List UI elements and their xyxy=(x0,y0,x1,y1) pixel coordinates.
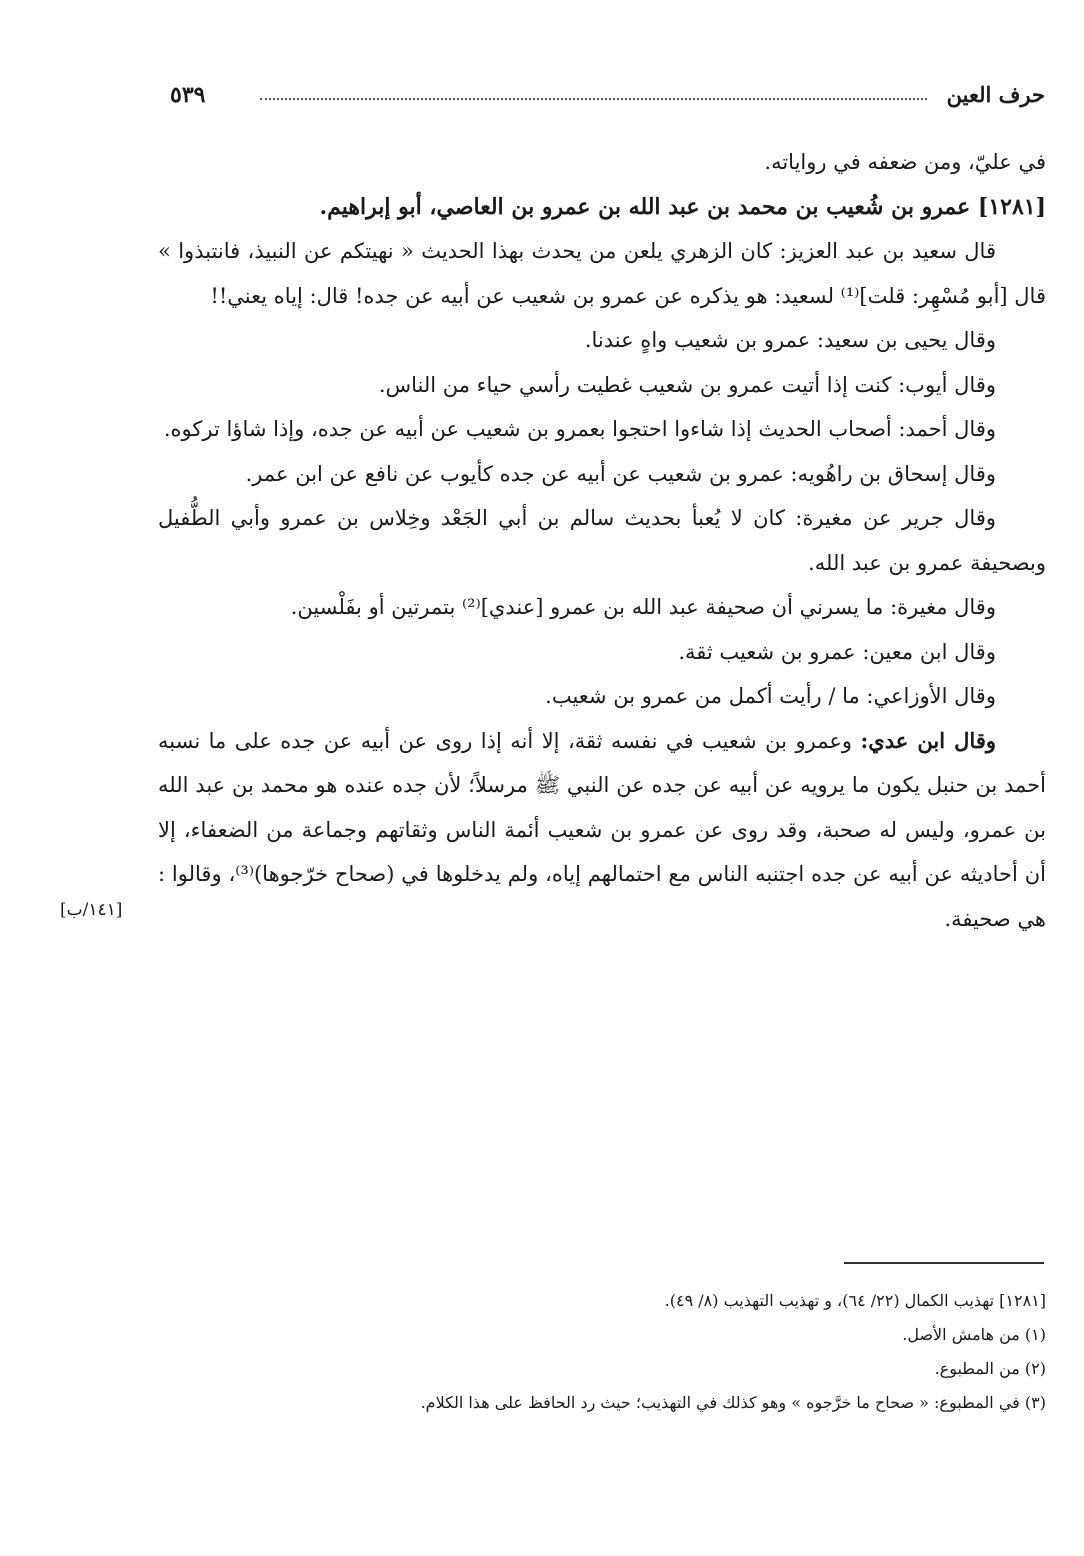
paragraph: في عليّ، ومن ضعفه في رواياته. xyxy=(764,150,1046,174)
header-rule xyxy=(260,98,927,100)
footnote: (١) من هامش الأصل. xyxy=(902,1325,1046,1344)
page-header xyxy=(170,82,1045,122)
paragraph: وقال الأوزاعي: ما / رأيت أكمل من عمرو بن شعيب. xyxy=(545,684,996,708)
paragraph: وقال يحيى بن سعيد: عمرو بن شعيب واهٍ عندنا. xyxy=(584,328,996,352)
running-title: حرف العين xyxy=(946,82,1045,107)
paragraph: وقال أحمد: أصحاب الحديث إذا شاءوا احتجوا بعمرو بن شعيب عن أبيه عن جده، وإذا شاؤا تركوه. xyxy=(163,417,996,441)
entry-heading: [١٢٨١] عمرو بن شُعيب بن محمد بن عبد الله بن عمرو بن العاصي، أبو إبراهيم. xyxy=(319,193,1046,220)
paragraph: وقال جرير عن مغيرة: كان لا يُعبأ بحديث سالم بن أبي الجَعْد وخِلاس بن عمرو وأبي الطُّفيل وبصحيفة عمرو بن عبد الله. xyxy=(158,506,1046,575)
bold-lead: وقال ابن عدي: xyxy=(860,727,996,753)
footnote-rule xyxy=(844,1262,1044,1264)
paragraph: وقال إسحاق بن راهُويه: عمرو بن شعيب عن أبيه عن جده كأيوب عن نافع عن ابن عمر. xyxy=(245,461,996,486)
body-text xyxy=(158,140,1046,941)
footnotes xyxy=(158,1284,1046,1420)
footnote: [١٢٨١] تهذيب الكمال (٢٢/ ٦٤)، و تهذيب التهذيب (٨/ ٤٩). xyxy=(664,1291,1046,1310)
footnote: (٣) في المطبوع: « صحاح ما خرَّجوه » وهو كذلك في التهذيب؛ حيث رد الحافظ على هذا الكلام. xyxy=(420,1393,1046,1412)
paragraph xyxy=(158,719,1046,942)
paragraph: وقال مغيرة: ما يسرني أن صحيفة عبد الله بن عمرو [عندي]⁽²⁾ بتمرتين أو بفَلْسين. xyxy=(290,595,996,619)
footnote: (٢) من المطبوع. xyxy=(934,1359,1046,1378)
paragraph: قال سعيد بن عبد العزيز: كان الزهري يلعن من يحدث بهذا الحديث « نهيتكم عن النبيذ، فانتبذوا » قال [أبو مُسْهِر: قلت]⁽¹⁾ لسعيد: هو يذكره عن عمرو بن شعيب عن أبيه عن جده! قال: إياه يعني!! xyxy=(158,239,1046,308)
paragraph-text: وعمرو بن شعيب في نفسه ثقة، إلا أنه إذا روى عن أبيه عن جده على ما نسبه أحمد بن حنبل يكون ما يرويه عن أبيه عن جده عن النبي ﷺ مرسلاً؛ لأن جده عنده هو محمد بن عبد الله بن عمرو، وليس له صحبة، وقد روى عن عمرو بن شعيب أئمة الناس وثقاتهم وجماعة من الضعفاء، إلا أن أحاديثه عن أبيه عن جده اجتنبه الناس مع احتمالهم إياه، ولم يدخلوها في (صحاح خرّجوها)⁽³⁾، وقالوا : هي صحيفة. xyxy=(158,728,1046,931)
page-number: ٥٣٩ xyxy=(170,82,206,108)
margin-note: [١٤١/ب] xyxy=(60,900,123,920)
paragraph: وقال أيوب: كنت إذا أتيت عمرو بن شعيب غطيت رأسي حياء من الناس. xyxy=(378,372,996,397)
paragraph: وقال ابن معين: عمرو بن شعيب ثقة. xyxy=(678,639,996,664)
